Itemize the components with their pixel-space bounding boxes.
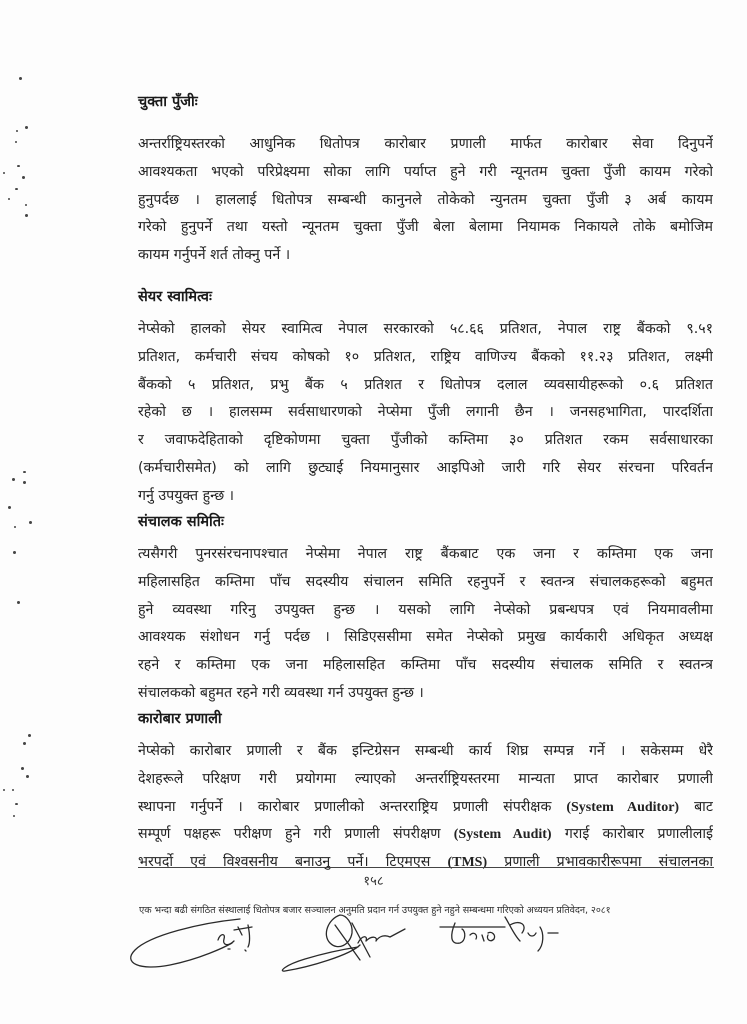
paragraph-line: प्रतिशत, कर्मचारी संचय कोषको १० प्रतिशत, राष्ट्रिय वाणिज्य बैंकको ११.२३ प्रतिशत, लक्ष्मी (138, 348, 713, 365)
scan-speck (8, 198, 10, 200)
scan-speck (23, 471, 26, 473)
paragraph-line: गरेको हुनुपर्ने तथा यस्तो न्यूनतम चुक्ता पुँजी बेला बेलामा नियामक निकायले तोके बमोजिम (138, 219, 713, 236)
section-heading-board-of-directors: संचालक समितिः (138, 514, 224, 530)
line-text: भरपर्दो एवं विश्वसनीय बनाउनु पर्ने। टिएमएस (138, 854, 448, 871)
paragraph-line: र जवाफदेहिताको दृष्टिकोणमा चुक्ता पुँजीको कम्तिमा ३० प्रतिशत रकम सर्वसाधारका (138, 432, 713, 449)
scan-speck (15, 803, 18, 805)
section-paragraph-board-of-directors (138, 541, 713, 708)
scan-speck (13, 551, 16, 554)
paragraph-line: त्यसैगरी पुनरसंरचनापश्चात नेप्सेमा नेपाल राष्ट्र बैंकबाट एक जना र कम्तिमा एक जना (138, 546, 713, 562)
paragraph-line: नेप्सेको हालको सेयर स्वामित्व नेपाल सरकारको ५८.६६ प्रतिशत, नेपाल राष्ट्र बैंकको ९.५१ (138, 321, 713, 337)
section-heading-paid-up-capital: चुक्ता पुँजीः (138, 94, 198, 110)
scan-speck (29, 521, 32, 524)
scan-speck (12, 478, 15, 481)
english-term: (System Auditor) (566, 799, 680, 815)
signature-2 (282, 915, 405, 971)
paragraph-line: रहने र कम्तिमा एक जना महिलासहित कम्तिमा पाँच सदस्यीय संचालक समिति र स्वतन्त्र (138, 657, 713, 674)
scan-speck (28, 734, 31, 737)
scan-speck (3, 789, 5, 791)
section-paragraph-trading-system (138, 738, 713, 877)
scan-speck (15, 141, 17, 143)
line-text: स्थापना गर्नुपर्ने । कारोबार प्रणालीको अन्तरराष्ट्रिय प्रणाली संपरीक्षक (138, 798, 567, 815)
english-term: (TMS) (447, 855, 488, 871)
paragraph-line: गर्नु उपयुक्त हुन्छ । (138, 487, 235, 504)
paragraph-line: नेप्सेको कारोबार प्रणाली र बैंक इन्टिग्रेसन सम्बन्धी कार्य शिघ्र सम्पन्न गर्ने । सकेसम्म धेरै (138, 743, 713, 759)
scan-speck (25, 204, 27, 206)
scan-speck (17, 601, 20, 604)
scan-speck (13, 815, 15, 817)
paragraph-line: हुने व्यवस्था गरिनु उपयुक्त हुन्छ । यसको लागि नेप्सेको प्रबन्धपत्र एवं नियमावलीमा (138, 601, 713, 618)
section-paragraph-paid-up-capital (138, 131, 713, 270)
paragraph-line: आवश्यकता भएको परिप्रेक्ष्यमा सोका लागि पर्याप्त हुने गरी न्यूनतम चुक्ता पुँजी कायम गरेको (138, 163, 713, 180)
scan-speck (26, 775, 29, 778)
paragraph-line (138, 794, 713, 822)
scan-speck (17, 165, 20, 167)
scan-speck (25, 126, 28, 129)
paragraph-line: महिलासहित कम्तिमा पाँच सदस्यीय संचालन समिति रहनुपर्ने र स्वतन्त्र संचालकहरूको बहुमत (138, 573, 713, 590)
line-text: गराई कारोबार प्रणालीलाई (551, 826, 713, 843)
paragraph-line: रहेको छ । हालसम्म सर्वसाधारणको नेप्सेमा पुँजी लगानी छैन । जनसहभागिता, पारदर्शिता (138, 404, 713, 421)
scan-speck (16, 130, 18, 132)
scan-speck (23, 481, 26, 484)
footer-divider (138, 867, 714, 868)
section-heading-share-ownership: सेयर स्वामित्वः (138, 289, 212, 305)
scan-speck (19, 77, 22, 80)
paragraph-line: कायम गर्नुपर्ने शर्त तोक्नु पर्ने । (138, 247, 291, 264)
scan-speck (25, 214, 28, 217)
scan-speck (23, 742, 26, 745)
scan-speck (22, 176, 25, 179)
scan-speck (14, 526, 16, 528)
line-text: बाट (679, 798, 713, 815)
signature-1 (131, 919, 252, 967)
paragraph-line: अन्तर्राष्ट्रियस्तरको आधुनिक धितोपत्र कारोबार प्रणाली मार्फत कारोबार सेवा दिनुपर्ने (138, 136, 713, 152)
english-term: (System Audit) (453, 827, 552, 843)
footer-report-title: एक भन्दा बढी संगठित संस्थालाई धितोपत्र बजार सञ्चालन अनुमति प्रदान गर्न उपयुक्त हुने नहुने सम्बन्धमा गरिएको अध्ययन प्रतिवेदन, २०८१ (139, 905, 611, 916)
page-number: १५८ (363, 874, 384, 889)
line-text: प्रणाली प्रभावकारीरूपमा संचालनका (487, 854, 713, 871)
paragraph-line: बैंकको ५ प्रतिशत, प्रभु बैंक ५ प्रतिशत र धितोपत्र दलाल व्यवसायीहरूको ०.६ प्रतिशत (138, 376, 713, 393)
paragraph-line: (कर्मचारीसमेत) को लागि छुट्याई नियमानुसार आइपिओ जारी गरि सेयर संरचना परिवर्तन (138, 459, 713, 476)
line-text: सम्पूर्ण पक्षहरू परीक्षण हुने गरी प्रणाली संपरीक्षण (138, 826, 454, 843)
paragraph-line: देशहरूले परिक्षण गरी प्रयोगमा ल्याएको अन्तर्राष्ट्रियस्तरमा मान्यता प्राप्त कारोबार प्रणाली (138, 770, 713, 787)
scan-speck (3, 172, 5, 174)
paragraph-line: संचालकको बहुमत रहने गरी व्यवस्था गर्न उपयुक्त हुन्छ । (138, 684, 424, 701)
scan-speck (21, 767, 24, 770)
scan-speck (8, 506, 11, 509)
signature-3 (440, 917, 558, 951)
paragraph-line: हुनुपर्दछ । हाललाई धितोपत्र सम्बन्धी कानुनले तोकेको न्युनतम चुक्ता पुँजी ३ अर्ब कायम (138, 191, 713, 208)
scan-speck (12, 789, 14, 791)
paragraph-line (138, 821, 713, 849)
section-heading-trading-system: कारोबार प्रणाली (138, 711, 222, 727)
signatures (110, 905, 610, 995)
paragraph-line: आवश्यक संशोधन गर्नु पर्दछ । सिडिएससीमा समेत नेप्सेको प्रमुख कार्यकारी अधिकृत अध्यक्ष (138, 629, 713, 646)
section-paragraph-share-ownership (138, 316, 713, 511)
scan-speck (15, 188, 18, 190)
